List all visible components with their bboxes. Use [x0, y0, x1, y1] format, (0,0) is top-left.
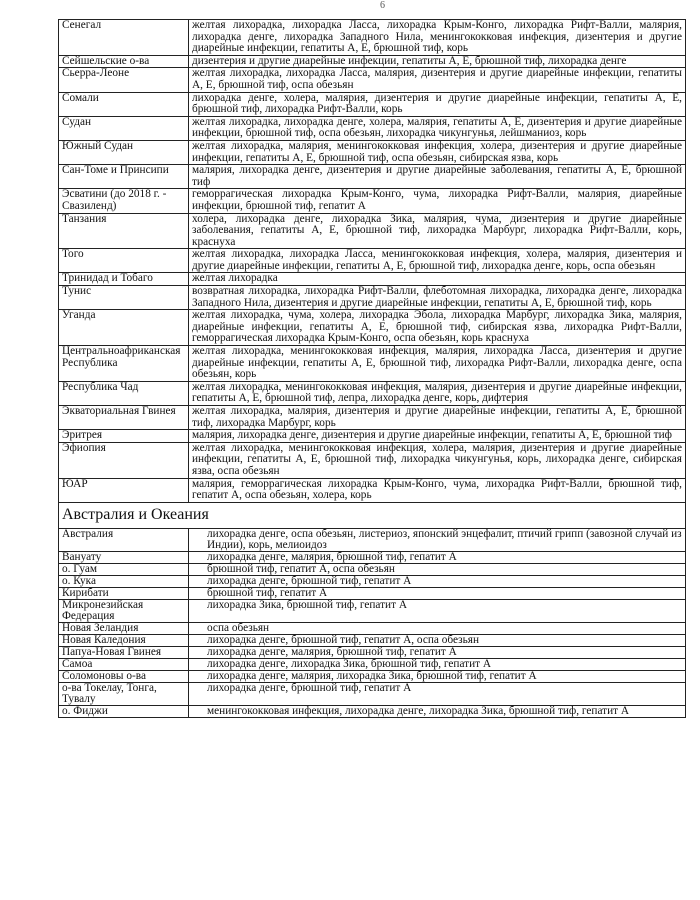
diseases-cell: лихорадка денге, брюшной тиф, гепатит А [189, 682, 686, 705]
country-cell: Вануату [59, 551, 189, 563]
country-cell: Кирибати [59, 587, 189, 599]
diseases-cell: лихорадка денге, малярия, брюшной тиф, гепатит А [189, 551, 686, 563]
table-row [59, 442, 686, 478]
diseases-cell: желтая лихорадка, малярия, менингококковая инфекция, холера, дизентерия и другие диарейные инфекции, гепатиты А, Е, брюшной тиф, оспа обезьян, сибирская язва, корь [189, 140, 686, 164]
diseases-cell: холера, лихорадка денге, лихорадка Зика, малярия, чума, дизентерия и другие диарейные заболевания, гепатиты А, Е, брюшной тиф, лихорадка Марбург, лихорадка Рифт-Валли, корь, краснуха [189, 213, 686, 249]
country-cell: Тринидад и Тобаго [59, 273, 189, 286]
country-cell: Тунис [59, 286, 189, 310]
country-cell: Судан [59, 116, 189, 140]
diseases-cell: малярия, геморрагическая лихорадка Крым-Конго, чума, лихорадка Рифт-Валли, брюшной тиф, гепатит А, оспа обезьян, холера, корь [189, 478, 686, 502]
table-row [59, 273, 686, 286]
diseases-cell: желтая лихорадка, менингококковая инфекция, холера, малярия, дизентерия и другие диарейные инфекции, гепатиты А, Е, брюшной тиф, лихорадка чикунгунья, корь, лихорадка денге, сибирская язва, оспа обезьян [189, 442, 686, 478]
diseases-cell: малярия, лихорадка денге, дизентерия и другие диарейные инфекции, гепатиты А, Е, брюшной тиф [189, 430, 686, 443]
diseases-cell: геморрагическая лихорадка Крым-Конго, чума, лихорадка Рифт-Валли, малярия, диарейные инфекции, брюшной тиф, гепатит А [189, 189, 686, 213]
diseases-cell: желтая лихорадка, лихорадка денге, холера, малярия, гепатиты А, Е, дизентерия и другие диарейные инфекции, брюшной тиф, оспа обезьян, лихорадка чикунгунья, лейшманиоз, корь [189, 116, 686, 140]
table-row [59, 55, 686, 68]
africa-section [59, 20, 686, 503]
disease-table [58, 19, 686, 718]
diseases-cell: малярия, лихорадка денге, дизентерия и другие диарейные заболевания, гепатиты А, Е, брюшной тиф [189, 165, 686, 189]
diseases-cell: дизентерия и другие диарейные инфекции, гепатиты А, Е, брюшной тиф, лихорадка денге [189, 55, 686, 68]
table-row [59, 381, 686, 405]
country-cell: Уганда [59, 310, 189, 346]
table-row [59, 189, 686, 213]
country-cell: Эсватини (до 2018 г. - Свазиленд) [59, 189, 189, 213]
diseases-cell: брюшной тиф, гепатит А [189, 587, 686, 599]
diseases-cell: лихорадка денге, брюшной тиф, гепатит А, оспа обезьян [189, 634, 686, 646]
table-row [59, 705, 686, 717]
diseases-cell: желтая лихорадка, лихорадка Ласса, малярия, дизентерия и другие диарейные инфекции, гепатиты А, Е, брюшной тиф, оспа обезьян [189, 68, 686, 92]
country-cell: Сомали [59, 92, 189, 116]
diseases-cell: желтая лихорадка, менингококковая инфекция, малярия, лихорадка Ласса, дизентерия и другие диарейные инфекции, гепатиты А, Е, брюшной тиф, лихорадка Рифт-Валли, лихорадка денге, оспа обезьян, корь [189, 346, 686, 382]
country-cell: о-ва Токелау, Тонга, Тувалу [59, 682, 189, 705]
table-row [59, 430, 686, 443]
diseases-cell: желтая лихорадка, малярия, дизентерия и другие диарейные инфекции, гепатиты А, Е, брюшной тиф, лихорадка Марбург, корь [189, 406, 686, 430]
table-row [59, 575, 686, 587]
diseases-cell: лихорадка денге, холера, малярия, дизентерия и другие диарейные инфекции, гепатиты А, Е, брюшной тиф, лихорадка Рифт-Валли, корь [189, 92, 686, 116]
table-row [59, 140, 686, 164]
diseases-cell: лихорадка Зика, брюшной тиф, гепатит А [189, 599, 686, 622]
page-number: 6 [380, 0, 385, 11]
country-cell: Эритрея [59, 430, 189, 443]
country-cell: Сан-Томе и Принсипи [59, 165, 189, 189]
table-row [59, 406, 686, 430]
diseases-cell: желтая лихорадка, чума, холера, лихорадка Эбола, лихорадка Марбург, лихорадка Зика, малярия, диарейные инфекции, гепатиты А, Е, брюшной тиф, сибирская язва, лихорадка Рифт-Валли, геморрагическая лихорадка Крым-Конго, оспа обезьян, корь краснуха [189, 310, 686, 346]
country-cell: Папуа-Новая Гвинея [59, 646, 189, 658]
diseases-cell: желтая лихорадка, лихорадка Ласса, лихорадка Крым-Конго, лихорадка Рифт-Валли, малярия, лихорадка денге, лихорадка Западного Нила, менингококковая инфекция, дизентерия и другие диарейные инфекции, гепатиты А, Е, брюшной тиф, корь [189, 20, 686, 56]
diseases-cell: желтая лихорадка, лихорадка Ласса, менингококковая инфекция, холера, малярия, дизентерия и другие диарейные инфекции, гепатиты А, Е, брюшной тиф, лихорадка денге, корь, оспа обезьян [189, 249, 686, 273]
diseases-cell: лихорадка денге, малярия, брюшной тиф, гепатит А [189, 646, 686, 658]
country-cell: Южный Судан [59, 140, 189, 164]
country-cell: Микронезийская Федерация [59, 599, 189, 622]
table-row [59, 658, 686, 670]
table-row [59, 587, 686, 599]
country-cell: Эфиопия [59, 442, 189, 478]
diseases-cell: лихорадка денге, лихорадка Зика, брюшной тиф, гепатит А [189, 658, 686, 670]
table-row [59, 670, 686, 682]
table-row [59, 213, 686, 249]
country-cell: Республика Чад [59, 381, 189, 405]
country-cell: ЮАР [59, 478, 189, 502]
table-row [59, 478, 686, 502]
table-row [59, 286, 686, 310]
table-row [59, 622, 686, 634]
table-row [59, 249, 686, 273]
country-cell: Самоа [59, 658, 189, 670]
country-cell: о. Гуам [59, 563, 189, 575]
table-row [59, 310, 686, 346]
country-cell: Австралия [59, 528, 189, 551]
country-cell: Того [59, 249, 189, 273]
country-cell: Сейшельские о-ва [59, 55, 189, 68]
table-row [59, 682, 686, 705]
diseases-cell: лихорадка денге, малярия, лихорадка Зика, брюшной тиф, гепатит А [189, 670, 686, 682]
diseases-cell: возвратная лихорадка, лихорадка Рифт-Валли, флеботомная лихорадка, лихорадка денге, лихорадка Западного Нила, дизентерия и другие диарейные инфекции, гепатиты А, Е, брюшной тиф, корь [189, 286, 686, 310]
table-row [59, 563, 686, 575]
diseases-cell: оспа обезьян [189, 622, 686, 634]
diseases-cell: менингококковая инфекция, лихорадка денге, лихорадка Зика, брюшной тиф, гепатит А [189, 705, 686, 717]
table-row [59, 634, 686, 646]
oceania-section [59, 528, 686, 717]
country-cell: о. Кука [59, 575, 189, 587]
country-cell: Новая Каледония [59, 634, 189, 646]
country-cell: о. Фиджи [59, 705, 189, 717]
country-cell: Новая Зеландия [59, 622, 189, 634]
table-row [59, 646, 686, 658]
table-row [59, 165, 686, 189]
diseases-cell: желтая лихорадка [189, 273, 686, 286]
oceania-header [59, 502, 686, 528]
table-row [59, 599, 686, 622]
diseases-cell: желтая лихорадка, менингококковая инфекция, малярия, дизентерия и другие диарейные инфекции, гепатиты А, Е, брюшной тиф, лепра, лихорадка денге, корь, дифтерия [189, 381, 686, 405]
country-cell: Сенегал [59, 20, 189, 56]
country-cell: Экваториальная Гвинея [59, 406, 189, 430]
diseases-cell: брюшной тиф, гепатит А, оспа обезьян [189, 563, 686, 575]
section-heading-row [59, 502, 686, 528]
table-row [59, 92, 686, 116]
table-row [59, 528, 686, 551]
diseases-cell: лихорадка денге, оспа обезьян, листериоз, японский энцефалит, птичий грипп (завозной случай из Индии), корь, мелиоидоз [189, 528, 686, 551]
section-heading: Австралия и Океания [59, 502, 686, 528]
table-row [59, 551, 686, 563]
table-row [59, 346, 686, 382]
country-cell: Сьерра-Леоне [59, 68, 189, 92]
country-cell: Танзания [59, 213, 189, 249]
country-cell: Соломоновы о-ва [59, 670, 189, 682]
table-row [59, 68, 686, 92]
table-row [59, 20, 686, 56]
diseases-cell: лихорадка денге, брюшной тиф, гепатит А [189, 575, 686, 587]
country-cell: Центральноафриканская Республика [59, 346, 189, 382]
table-row [59, 116, 686, 140]
